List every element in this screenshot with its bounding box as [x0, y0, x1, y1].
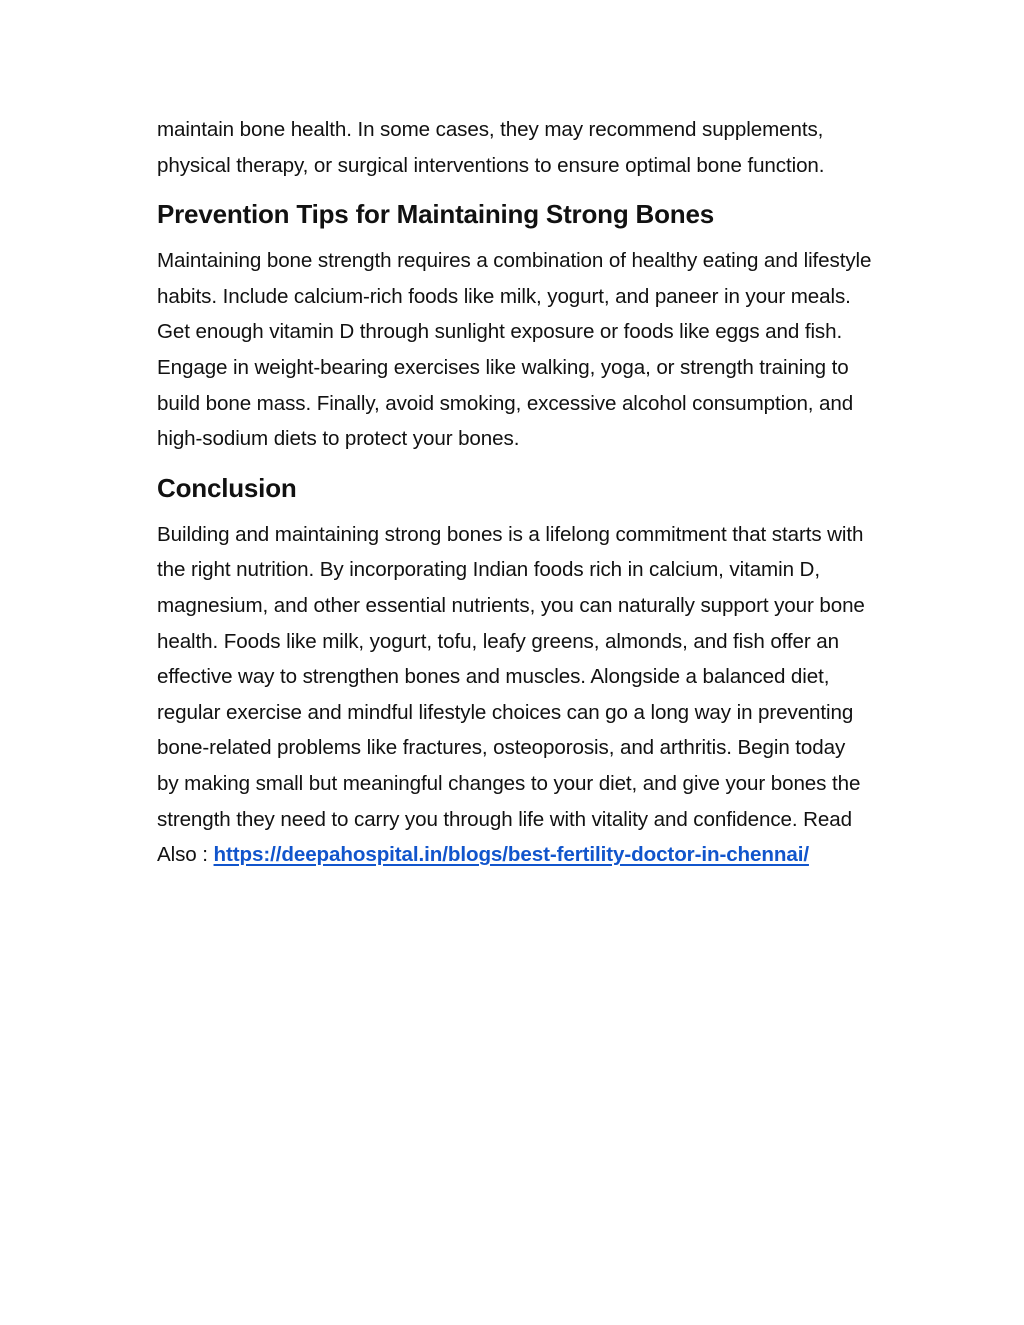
intro-paragraph: maintain bone health. In some cases, they may recommend supplements, physical therapy, or surgical interventions to ensure optimal bone function. [157, 118, 825, 177]
prevention-tips-paragraph: Maintaining bone strength requires a combination of healthy eating and lifestyle habits. Include calcium-rich foods like milk, yogurt, and paneer in your meals. Get enough vitamin D through sunlight exposure or foods like eggs and fish. Engage in weight-bearing exercises like walking, yoga, or strength training to build bone mass. Finally, avoid smoking, excessive alcohol consumption, and high-sodium diets to protect your bones. [157, 249, 872, 451]
conclusion-paragraph [157, 517, 872, 873]
read-also-link[interactable]: https://deepahospital.in/blogs/best-fertility-doctor-in-chennai/ [213, 843, 809, 867]
conclusion-heading: Conclusion [157, 472, 297, 503]
read-also-label: Read Also : [157, 807, 852, 867]
conclusion-body-text: Building and maintaining strong bones is a lifelong commitment that starts with the right nutrition. By incorporating Indian foods rich in calcium, vitamin D, magnesium, and other essential nutrients, you can naturally support your bone health. Foods like milk, yogurt, tofu, leafy greens, almonds, and fish offer an effective way to strengthen bones and muscles. Alongside a balanced diet, regular exercise and mindful lifestyle choices can go a long way in preventing bone-related problems like fractures, osteoporosis, and arthritis. Begin today by making small but meaningful changes to your diet, and give your bones the strength they need to carry you through life with vitality and confidence. [157, 522, 865, 831]
document-page [157, 108, 872, 873]
prevention-tips-heading: Prevention Tips for Maintaining Strong Bones [157, 199, 714, 230]
